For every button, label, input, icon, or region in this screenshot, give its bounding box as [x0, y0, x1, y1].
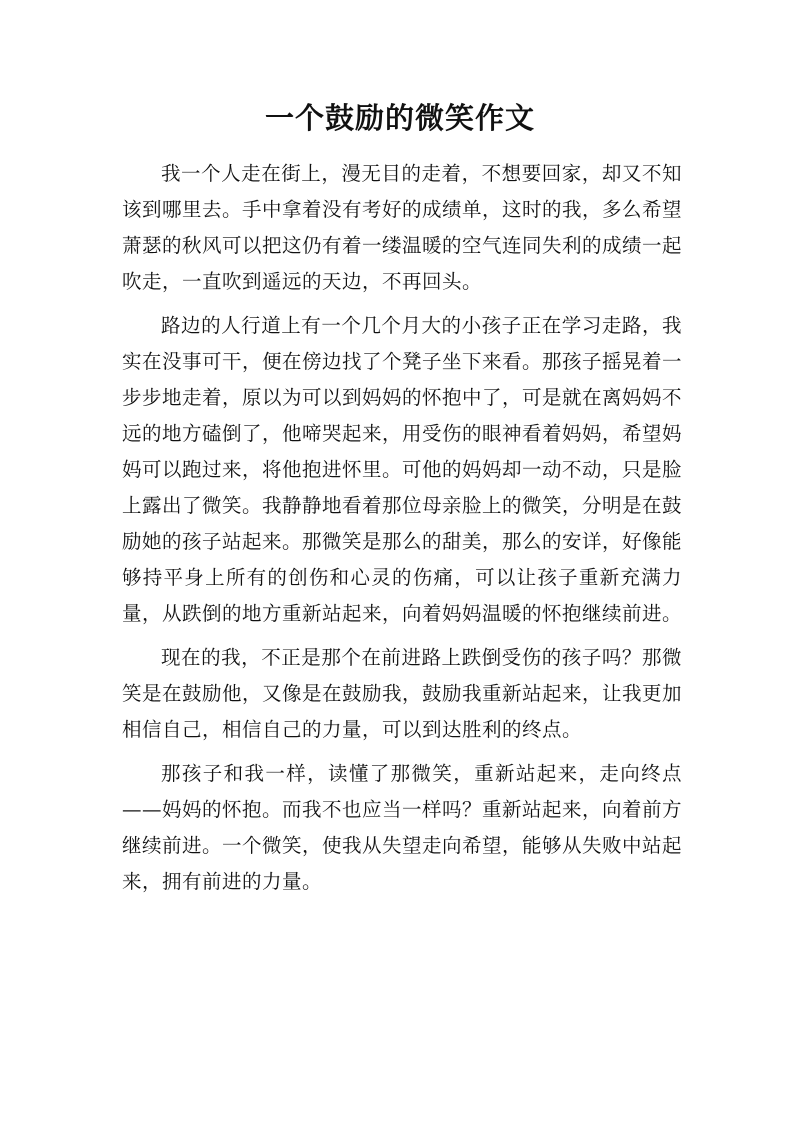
document-title: 一个鼓励的微笑作文 — [264, 101, 535, 135]
paragraph-3: 现在的我，不正是那个在前进路上跌倒受伤的孩子吗？那微笑是在鼓励他，又像是在鼓励我，鼓励我重新站起来，让我更加相信自己，相信自己的力量，可以到达胜利的终点。 — [122, 646, 683, 741]
paragraph-4: 那孩子和我一样，读懂了那微笑，重新站起来，走向终点——妈妈的怀抱。而我不也应当一样吗？重新站起来，向着前方继续前进。一个微笑，使我从失望走向希望，能够从失败中站起来，拥有前进的力量。 — [122, 762, 683, 893]
paragraph-1: 我一个人走在街上，漫无目的走着，不想要回家，却又不知该到哪里去。手中拿着没有考好的成绩单，这时的我，多么希望萧瑟的秋风可以把这仍有着一缕温暖的空气连同失利的成绩一起吹走，一直吹到遥远的天边，不再回头。 — [122, 162, 683, 293]
document-body — [122, 156, 682, 900]
paragraph-2: 路边的人行道上有一个几个月大的小孩子正在学习走路，我实在没事可干，便在傍边找了个凳子坐下来看。那孩子摇晃着一步步地走着，原以为可以到妈妈的怀抱中了，可是就在离妈妈不远的地方磕倒了，他啼哭起来，用受伤的眼神看着妈妈，希望妈妈可以跑过来，将他抱进怀里。可他的妈妈却一动不动，只是脸上露出了微笑。我静静地看着那位母亲脸上的微笑，分明是在鼓励她的孩子站起来。那微笑是那么的甜美，那么的安详，好像能够持平身上所有的创伤和心灵的伤痛，可以让孩子重新充满力量，从跌倒的地方重新站起来，向着妈妈温暖的怀抱继续前进。 — [122, 314, 683, 625]
